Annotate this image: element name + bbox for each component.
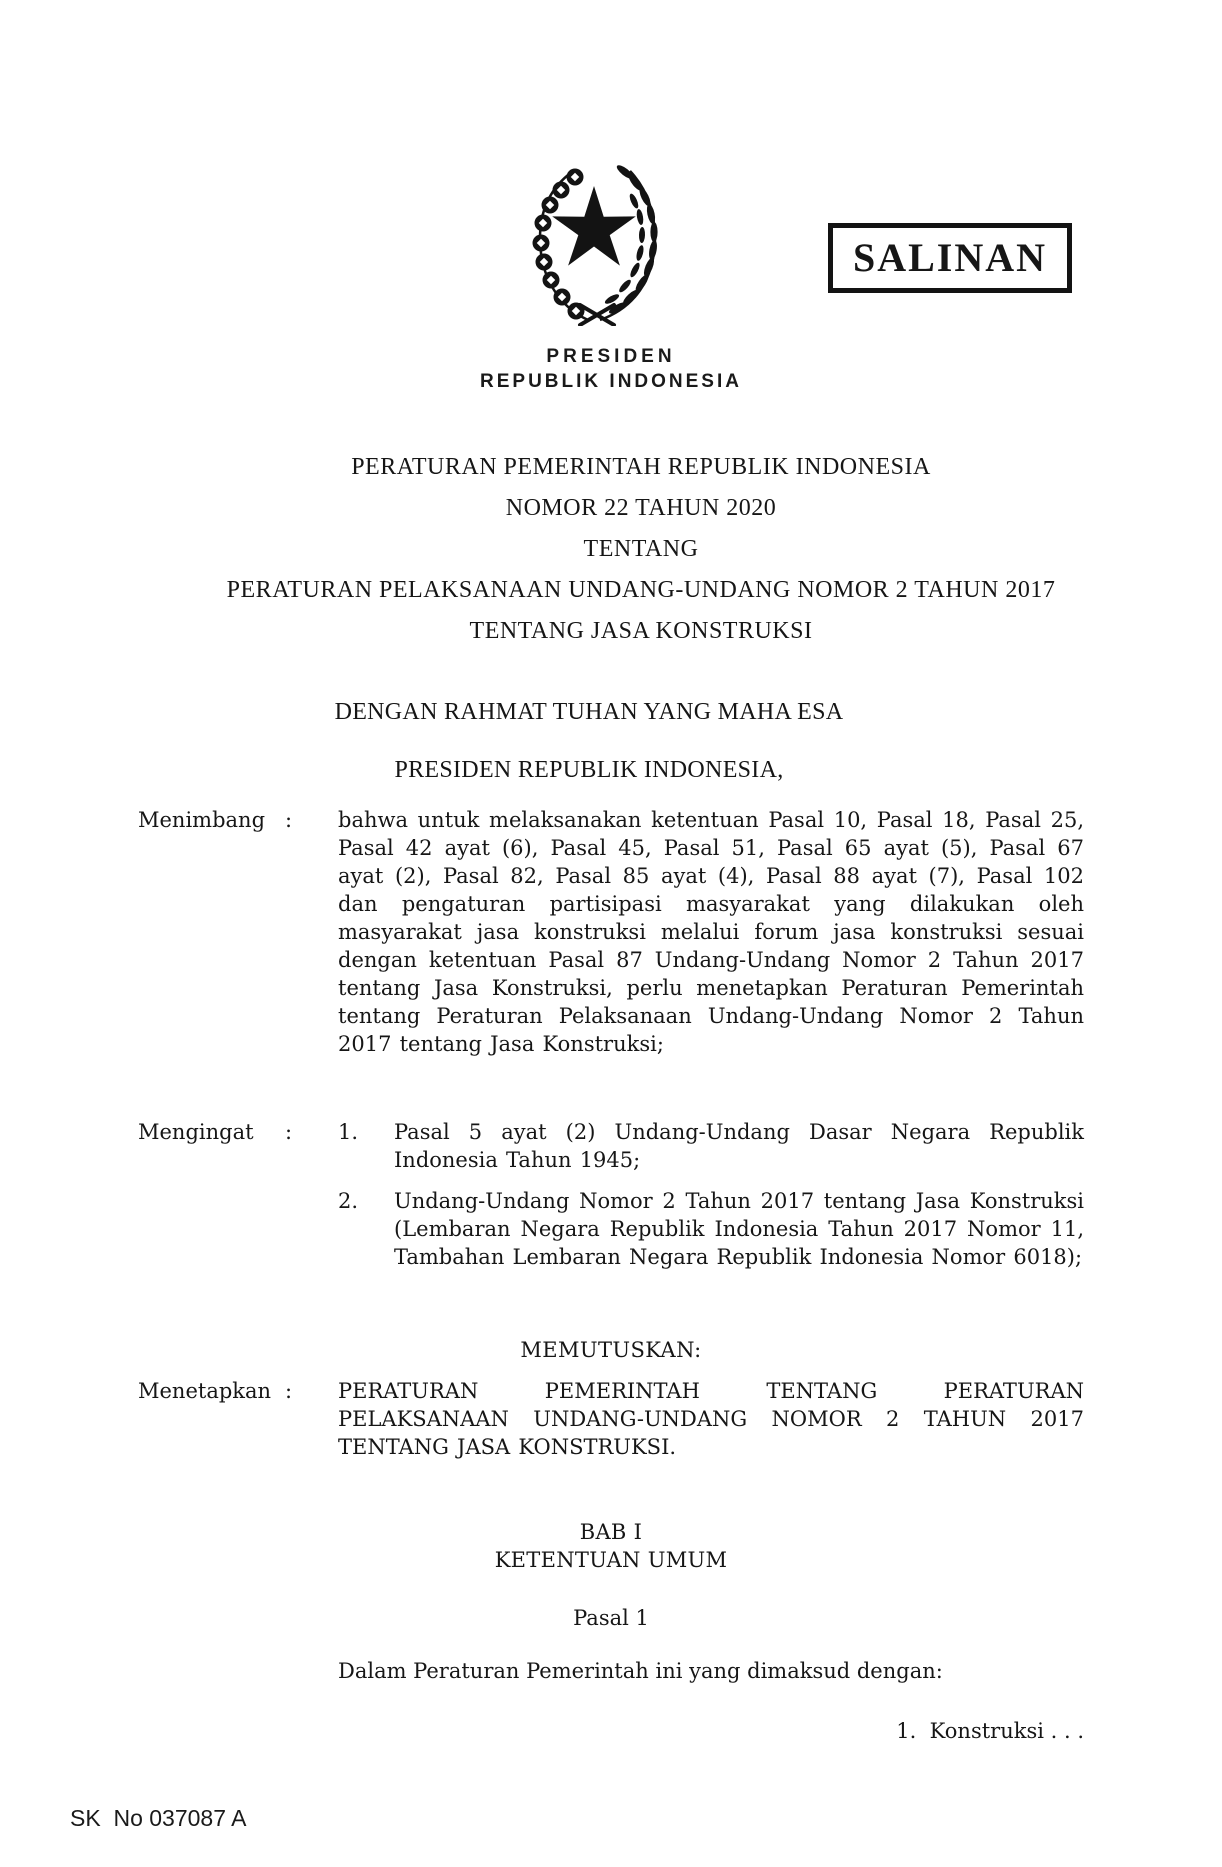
chapter-title: KETENTUAN UMUM [494,1548,728,1572]
chapter-heading [0,1518,1222,1574]
list-item-text: Pasal 5 ayat (2) Undang-Undang Dasar Negara Republik Indonesia Tahun 1945; [394,1120,1084,1172]
preamble [0,692,1200,791]
article-intro: Dalam Peraturan Pemerintah ini yang dimaksud dengan: [338,1659,943,1683]
list-item-number: 1. [338,1120,359,1144]
considering-body: bahwa untuk melaksanakan ketentuan Pasal 10, Pasal 18, Pasal 25, Pasal 42 ayat (6), Pasal 45, Pasal 51, Pasal 65 ayat (5), Pasal 67 ayat (2), Pasal 82, Pasal 85 ayat (4), Pasal 88 ayat (7), Pasal 102 dan pengaturan partisipasi masyarakat yang dilakukan oleh masyarakat jasa konstruksi melalui forum jasa konstruksi sesuai dengan ketentuan Pasal 87 Undang-Undang Nomor 2 Tahun 2017 tentang Jasa Konstruksi, perlu menetapkan Peraturan Pemerintah tentang Peraturan Pelaksanaan Undang-Undang Nomor 2 Tahun 2017 tentang Jasa Konstruksi; [338,808,1084,1056]
considering-section [138,806,1084,1058]
catchword: 1. Konstruksi . . . [896,1719,1084,1743]
recalling-colon: : [285,1120,293,1144]
article-heading: Pasal 1 [573,1606,649,1630]
decision-heading: MEMUTUSKAN: [520,1338,702,1362]
chapter-number: BAB I [579,1520,643,1544]
considering-colon: : [285,808,293,832]
enacting-colon: : [285,1379,293,1403]
salinan-copy-stamp [828,223,1072,293]
enacting-section [138,1377,1084,1461]
salinan-stamp-label: SALINAN [852,235,1048,280]
letterhead-presiden: PRESIDEN [546,346,676,367]
enacting-body: PERATURAN PEMERINTAH TENTANG PERATURAN PELAKSANAAN UNDANG-UNDANG NOMOR 2 TAHUN 2017 TENTANG JASA KONSTRUKSI. [338,1379,1084,1459]
invocation-line: DENGAN RAHMAT TUHAN YANG MAHA ESA [334,699,844,725]
letterhead [0,344,1222,394]
list-item-number: 2. [338,1189,359,1213]
list-item-text: Undang-Undang Nomor 2 Tahun 2017 tentang Jasa Konstruksi (Lembaran Negara Republik Indonesia Tahun 2017 Nomor 11, Tambahan Lembaran Negara Republik Indonesia Nomor 6018); [394,1189,1084,1269]
authority-line: PRESIDEN REPUBLIK INDONESIA, [394,757,784,783]
letterhead-republik-indonesia: REPUBLIK INDONESIA [480,371,742,392]
presidential-star-wreath-emblem-icon [518,158,670,326]
recalling-label: Mengingat [138,1120,254,1144]
title-line-1: PERATURAN PEMERINTAH REPUBLIK INDONESIA [351,454,931,480]
recalling-list [338,1118,1084,1271]
considering-label: Menimbang [138,808,266,832]
title-line-5: TENTANG JASA KONSTRUKSI [469,618,813,644]
recalling-section [138,1118,1084,1271]
title-line-4: PERATURAN PELAKSANAAN UNDANG-UNDANG NOMOR 2 TAHUN 2017 [226,577,1056,603]
regulation-title [30,447,1222,652]
page-footer-code: SK No 037087 A [70,1805,247,1831]
list-item [338,1118,1084,1174]
title-line-3: TENTANG [583,536,699,562]
title-line-2: NOMOR 22 TAHUN 2020 [505,495,777,521]
enacting-label: Menetapkan [138,1379,272,1403]
list-item [338,1187,1084,1271]
